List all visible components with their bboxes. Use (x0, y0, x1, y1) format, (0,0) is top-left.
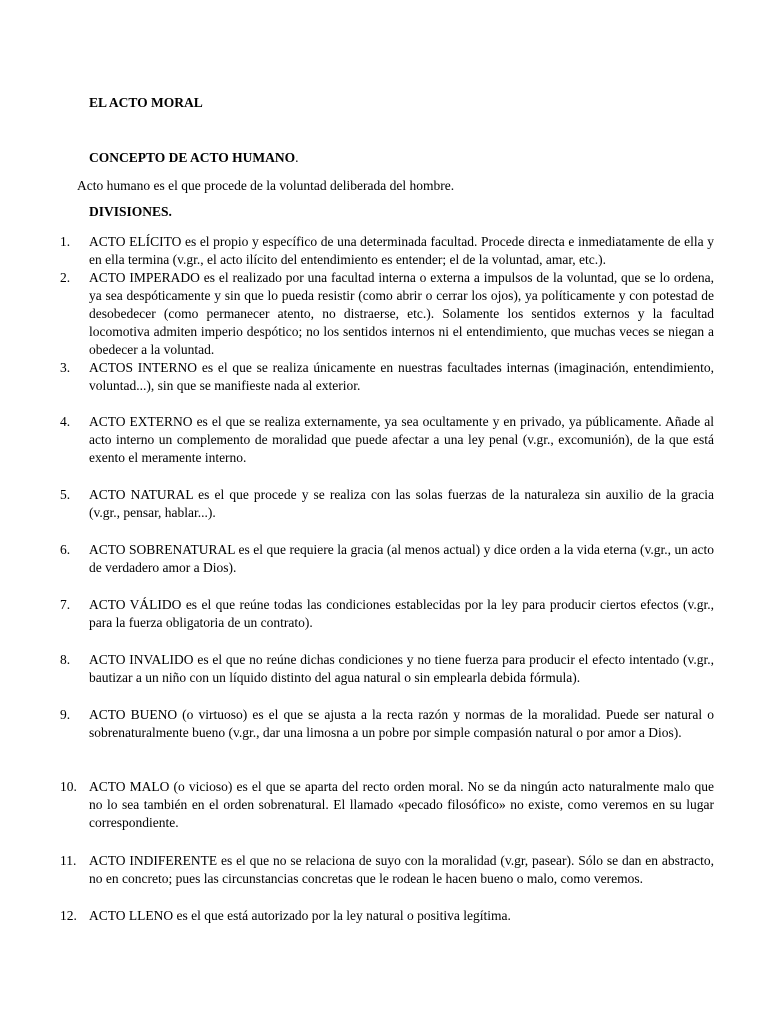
list-item-text: ACTO EXTERNO es el que se realiza externamente, ya sea ocultamente y en privado, ya públicamente. Añade al acto interno un complemento de moralidad que puede afectar a una ley penal (v.gr., excomunión), de la que está exento el meramente interno. (89, 414, 714, 465)
list-item (0, 233, 768, 269)
list-item (0, 778, 768, 832)
list-item-number: 3. (60, 360, 71, 375)
list-item-number: 6. (60, 542, 71, 557)
list-item (0, 359, 768, 395)
list-item (0, 269, 768, 359)
list-item-text: ACTO BUENO (o virtuoso) es el que se ajusta a la recta razón y normas de la moralidad. Puede ser natural o sobrenaturalmente bueno (v.gr., dar una limosna a un pobre por simple compasión natural o por amor a Dios). (89, 707, 714, 740)
list-item-text: ACTOS INTERNO es el que se realiza únicamente en nuestras facultades internas (imaginación, entendimiento, voluntad...), sin que se manifieste nada al exterior. (89, 360, 714, 393)
list-item-text: ACTO SOBRENATURAL es el que requiere la gracia (al menos actual) y dice orden a la vida eterna (v.gr., un acto de verdadero amor a Dios). (89, 542, 714, 575)
list-item-text: ACTO INDIFERENTE es el que no se relaciona de suyo con la moralidad (v.gr, pasear). Sólo se dan en abstracto, no en concreto; pues las circunstancias concretas que le rodean le hacen bueno o malo, como veremos. (89, 853, 714, 886)
list-item-number: 1. (60, 234, 71, 249)
list-item-number: 8. (60, 652, 71, 667)
list-item (0, 541, 768, 577)
section-heading-suffix: . (295, 150, 299, 165)
list-item-text: ACTO VÁLIDO es el que reúne todas las condiciones establecidas por la ley para producir ciertos efectos (v.gr., para la fuerza obligatoria de un contrato). (89, 597, 714, 630)
list-item-text: ACTO ELÍCITO es el propio y específico de una determinada facultad. Procede directa e inmediatamente de ella y en ella termina (v.gr., el acto ilícito del entendimiento es entender; el de la voluntad, amar, etc.). (89, 234, 714, 267)
list-item (0, 706, 768, 742)
divisions-heading: DIVISIONES. (89, 204, 172, 219)
list-item-number: 2. (60, 270, 71, 285)
list-item-number: 7. (60, 597, 71, 612)
list-item (0, 596, 768, 632)
list-item-text: ACTO INVALIDO es el que no reúne dichas condiciones y no tiene fuerza para producir el efecto intentado (v.gr., bautizar a un niño con un líquido distinto del agua natural o sin emplearla debida fórmula). (89, 652, 714, 685)
list-item-number: 10. (60, 779, 77, 794)
list-item-number: 4. (60, 414, 71, 429)
section-heading (89, 150, 299, 166)
list-item-number: 9. (60, 707, 71, 722)
list-item (0, 852, 768, 888)
list-item (0, 413, 768, 467)
list-item-text: ACTO IMPERADO es el realizado por una facultad interna o externa a impulsos de la voluntad, que se lo ordena, ya sea despóticamente y sin que lo pueda resistir (como abrir o cerrar los ojos), ya políticamente y con potestad de desobedecer (como permanecer atento, no distraerse, etc.). Solamente los sentidos externos y la facultad locomotiva admiten imperio despótico; no los sentidos internos ni el entendimiento, que muchas veces se niegan a obedecer a la voluntad. (89, 270, 714, 357)
list-item-number: 11. (60, 853, 77, 868)
list-item-number: 12. (60, 908, 77, 923)
definition-paragraph: Acto humano es el que procede de la voluntad deliberada del hombre. (77, 178, 455, 193)
list-item-text: ACTO MALO (o vicioso) es el que se aparta del recto orden moral. No se da ningún acto naturalmente malo que no lo sea también en el orden sobrenatural. El llamado «pecado filosófico» no existe, como veremos en su lugar correspondiente. (89, 779, 714, 830)
list-item-text: ACTO NATURAL es el que procede y se realiza con las solas fuerzas de la naturaleza sin auxilio de la gracia (v.gr., pensar, hablar...). (89, 487, 714, 520)
section-heading-text: CONCEPTO DE ACTO HUMANO (89, 150, 296, 165)
list-item (0, 651, 768, 687)
list-item (0, 486, 768, 522)
list-item (0, 907, 768, 925)
list-item-number: 5. (60, 487, 71, 502)
page-title: EL ACTO MORAL (89, 95, 203, 110)
list-item-text: ACTO LLENO es el que está autorizado por la ley natural o positiva legítima. (89, 908, 511, 923)
